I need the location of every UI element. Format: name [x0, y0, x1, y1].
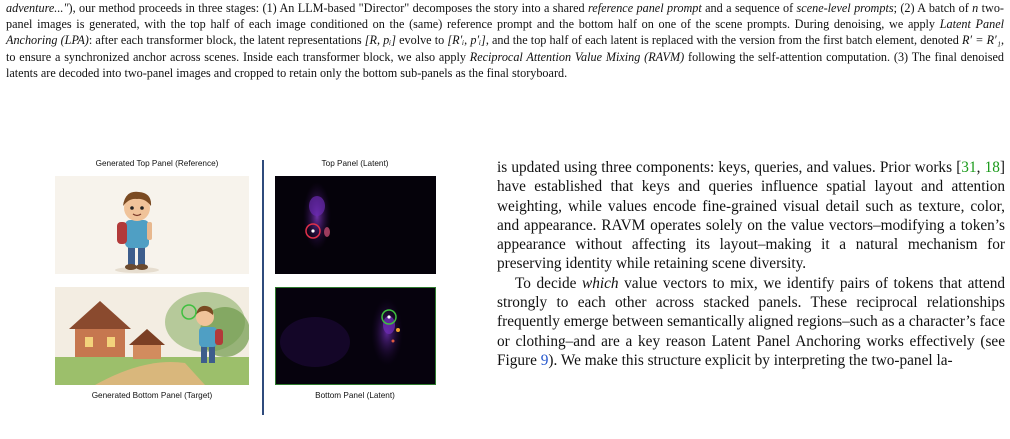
emphasis-which: which: [582, 274, 619, 292]
paragraph-2: [497, 274, 1005, 370]
caption-text: , and the top half of each latent is replaced with the version from the first batch element, denoted: [485, 33, 962, 48]
body-text: ,: [976, 159, 985, 176]
village-scene-illustration: [55, 287, 249, 385]
caption-text: and a sequence of: [701, 1, 797, 15]
caption-math: [R′ᵢ, p′ᵢ]: [447, 33, 486, 48]
body-text-column: [497, 158, 1005, 370]
body-text: value vectors to mix, we identify pairs of tokens that attend strongly to each other across stacked panels. These reciprocal relationships frequently emerge between semantically aligned regions–such as a character’s face or clothing–and are a key reason Latent Panel Anchoring works effectively (see Figure: [497, 274, 1005, 369]
figure-divider: [262, 160, 264, 415]
paragraph-1: [497, 158, 1005, 274]
latent-heatmap-top: [275, 176, 436, 274]
caption-ref-prompt: reference panel prompt: [588, 1, 702, 15]
caption-text: ), our method proceeds in three stages: (1) An LLM-based "Director" decomposes the story into a shared: [68, 1, 589, 15]
caption-scene-prompts: scene-level prompts: [796, 1, 894, 15]
latent-top-panel: [275, 176, 436, 274]
body-text: ). We make this structure explicit by interpreting the two-panel la-: [548, 351, 953, 369]
label-bottom-left: Generated Bottom Panel (Target): [91, 391, 213, 400]
caption-text: following the self-attention computation. (3) The final denoised latents are decoded into two-panel images and cropped to retain only the bottom sub-panels as the final storyboard.: [6, 49, 1004, 80]
caption-text: two-panel images is generated, with the top half of each image conditioned on the (same) reference prompt and the bottom half on one of the scene prompts. During denoising, we apply: [6, 1, 1004, 32]
body-text: ] have established that keys and queries influence spatial layout and attention weighting, while values encode fine-grained visual detail such as texture, color, and appearance. RAVM operates solely on the value vectors–modifying a token’s appearance without affecting its layout–making it a natural mechanism for preserving identity while retaining scene diversity.: [497, 159, 1005, 273]
figure-reference-link[interactable]: 9: [540, 351, 549, 369]
caption-text: : after each transformer block, the latent representations: [88, 33, 365, 48]
caption-math: R′ = R′₁: [961, 33, 1001, 48]
caption-text: , to ensure a synchronized anchor across scenes. Inside each transformer block, we also apply: [6, 33, 1005, 64]
caption-ravm: Reciprocal Attention Value Mixing (RAVM): [469, 49, 685, 64]
caption-lpa: Latent Panel Anchoring (LPA): [6, 17, 1004, 48]
boy-illustration: [55, 176, 249, 274]
figure-panels: [0, 150, 470, 439]
label-top-left: Generated Top Panel (Reference): [95, 159, 219, 168]
caption-math-n: n: [972, 1, 979, 15]
latent-heatmap-bottom: [275, 287, 436, 385]
latent-bottom-panel: [275, 287, 436, 385]
body-text: is updated using three components: keys, queries, and values. Prior works [: [497, 159, 962, 176]
label-bottom-right: Bottom Panel (Latent): [315, 391, 395, 400]
caption-math: [R, pᵢ]: [364, 33, 396, 48]
generated-bottom-panel-image: [55, 287, 249, 385]
label-top-right: Top Panel (Latent): [321, 159, 389, 168]
citation-link[interactable]: 31: [961, 159, 977, 176]
caption-text: ; (2) A batch of: [893, 1, 973, 15]
figure-caption: [6, 0, 1004, 81]
generated-top-panel-image: [55, 176, 249, 274]
citation-link[interactable]: 18: [984, 159, 1000, 176]
body-text: To decide: [515, 274, 583, 292]
caption-story-fragment: adventure...": [6, 1, 69, 15]
caption-text: evolve to: [395, 33, 448, 48]
